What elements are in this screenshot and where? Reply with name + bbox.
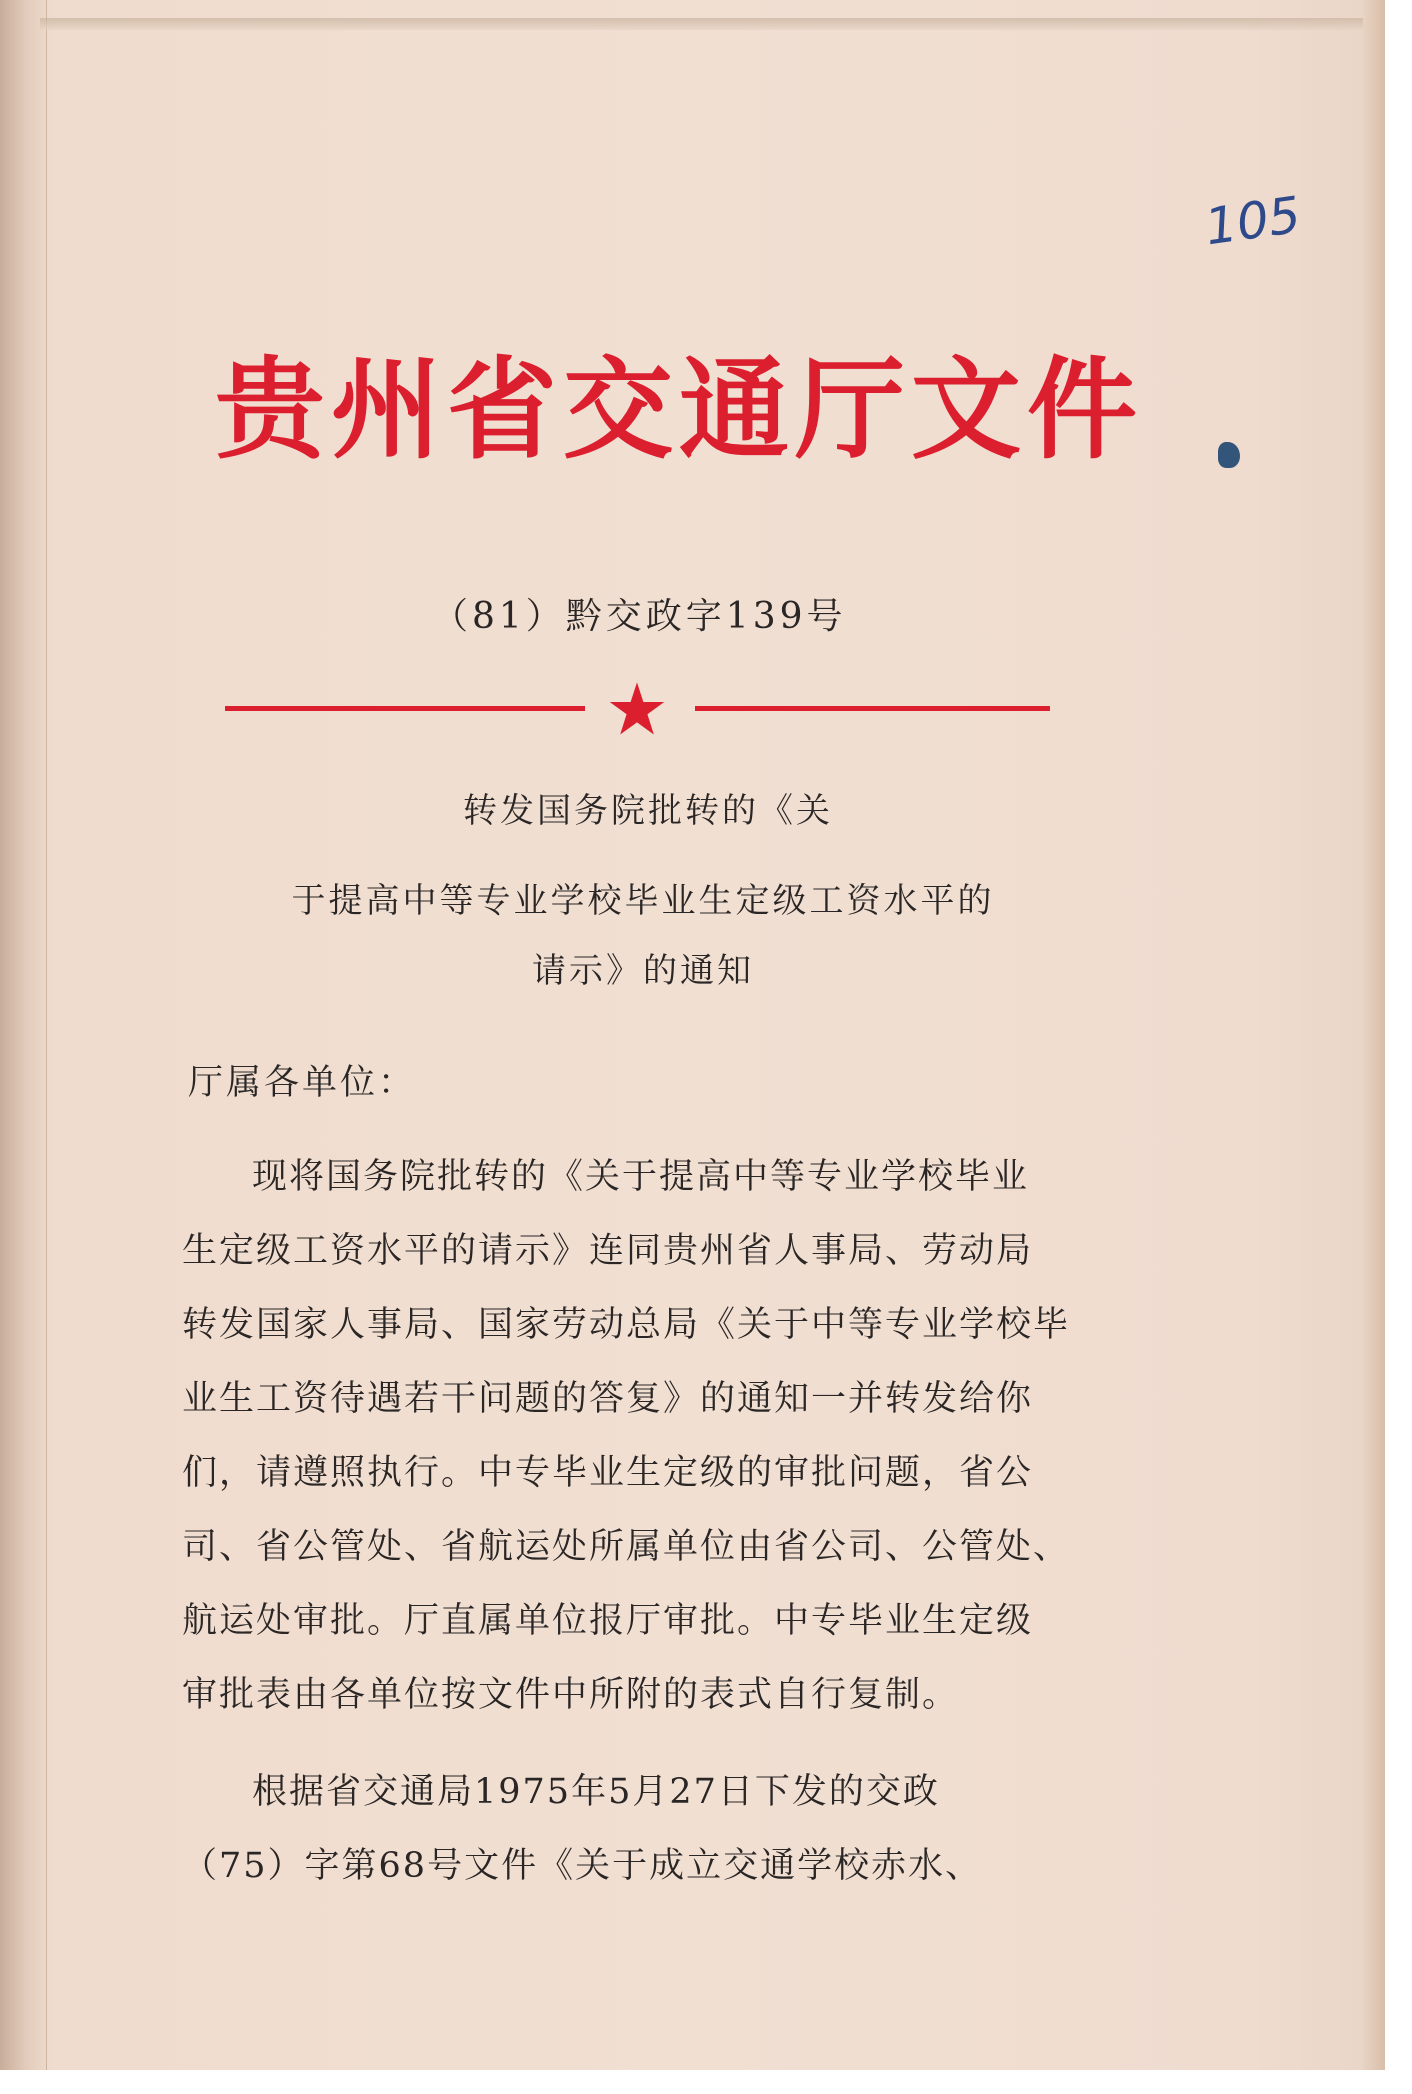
page-right-edge <box>1363 0 1385 2070</box>
body-paragraph-2 <box>182 1755 1042 1903</box>
red-star-icon <box>608 680 666 738</box>
salutation: 厅属各单位： <box>188 1063 417 1103</box>
text-line: 转发国家人事局、国家劳动总局《关于中等专业学校毕 <box>182 1305 1071 1345</box>
document-number: （81）黔交政字139号 <box>432 596 847 637</box>
document-masthead: 贵州省交通厅文件 <box>215 346 1143 474</box>
red-rule-left <box>225 706 585 711</box>
text-line: （75）字第68号文件《关于成立交通学校赤水、 <box>182 1846 983 1886</box>
text-line: 现将国务院批转的《关于提高中等专业学校毕业 <box>252 1157 1030 1197</box>
text-line: 生定级工资水平的请示》连同贵州省人事局、劳动局 <box>182 1231 1034 1271</box>
text-line: 们，请遵照执行。中专毕业生定级的审批问题，省公 <box>182 1453 1034 1493</box>
binding-edge <box>0 0 47 2070</box>
text-line: 根据省交通局1975年5月27日下发的交政 <box>252 1772 940 1812</box>
red-rule-right <box>695 706 1050 711</box>
page-top-edge <box>40 18 1385 30</box>
ink-blot <box>1218 442 1240 468</box>
text-line: 司、省公管处、省航运处所属单位由省公司、公管处、 <box>182 1527 1071 1567</box>
body-paragraph-1 <box>182 1140 1071 1732</box>
text-line: 业生工资待遇若干问题的答复》的通知一并转发给你 <box>182 1379 1034 1419</box>
title-line-2: 于提高中等专业学校毕业生定级工资水平的 <box>291 881 995 921</box>
handwritten-page-number: 105 <box>1201 185 1305 257</box>
title-line-3: 请示》的通知 <box>532 951 754 991</box>
text-line: 航运处审批。厅直属单位报厅审批。中专毕业生定级 <box>182 1601 1034 1641</box>
text-line: 审批表由各单位按文件中所附的表式自行复制。 <box>182 1675 960 1715</box>
title-line-1: 转发国务院批转的《关 <box>463 791 833 831</box>
